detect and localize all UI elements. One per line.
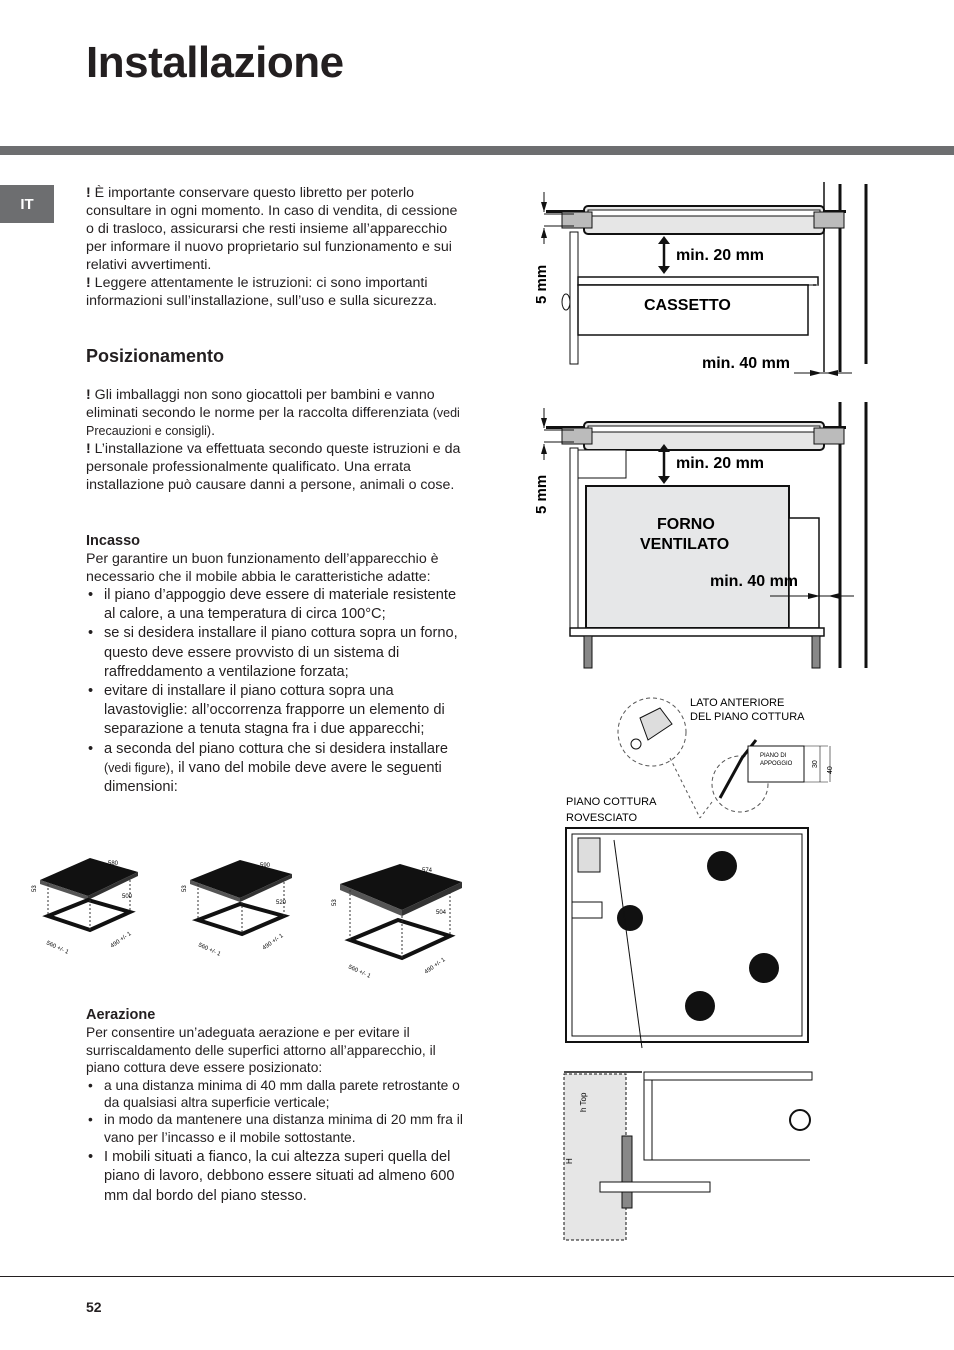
cutout-top-dim: 580: [108, 861, 119, 867]
h-label: H: [565, 1158, 574, 1164]
intro-text-1: È importante conservare questo libretto per poterlo consultare in ogni momento. In caso di vendita, di cessione o di trasloco, assicurarsi che resti insieme all’apparecchio per informare il nuovo proprietario sul funzionamento e sui relativi avvertimenti.: [86, 185, 458, 273]
positioning-text-1: Gli imballaggi non sono giocattoli per bambini e vanno eliminati secondo le norme per la raccolta differenziata: [86, 387, 435, 421]
cutout-height-dim: 53: [32, 885, 38, 892]
cutout-height-dim: 53: [332, 899, 338, 906]
dim-30: 30: [812, 760, 819, 768]
positioning-paragraph-1: [86, 386, 466, 440]
intro-paragraph-2: [86, 274, 466, 310]
cutout-top-dim: 590: [260, 863, 271, 869]
page-title: Installazione: [86, 38, 344, 87]
dim-40: 40: [827, 766, 834, 774]
incasso-section: [86, 532, 471, 797]
front-side-label-1: LATO ANTERIORE: [690, 697, 785, 709]
list-item: [86, 740, 471, 798]
positioning-section: [86, 386, 466, 494]
intro-section: [86, 184, 466, 310]
min-20-label: min. 20 mm: [676, 455, 765, 472]
upside-label-1: PIANO COTTURA: [566, 796, 657, 808]
drawer-label: CASSETTO: [644, 297, 731, 314]
cutout-width-dim: 560 +/- 1: [197, 942, 222, 958]
cutout-height-dim: 53: [182, 885, 188, 892]
cross-reference: (vedi Precauzioni e consigli): [86, 406, 460, 438]
footer-rule: [0, 1276, 954, 1277]
cutout-drawings: [30, 848, 470, 988]
positioning-text-2: L’installazione va effettuata secondo queste istruzioni e da personale professionalmente qualificato. Una errata installazione può causare danni a persone, animali o cose.: [86, 441, 461, 493]
list-item: • I mobili situati a fianco, la cui altezza superi quella del piano di lavoro, debbono essere situati ad almeno 600 mm dal bordo del piano stesso.: [86, 1148, 471, 1206]
warning-mark: !: [86, 441, 91, 457]
list-item-text: a seconda del piano cottura che si desidera installare: [104, 740, 448, 757]
cutout-depth-cut-dim: 490 +/- 1: [261, 933, 285, 952]
diagram-hooks: [560, 688, 860, 1248]
cutout-depth-dim: 504: [436, 910, 447, 916]
support-label-1: PIANO DI: [760, 753, 787, 759]
list-item: • a una distanza minima di 40 mm dalla parete retrostante o da qualsiasi altra superficie verticale;: [86, 1077, 471, 1112]
cutout-width-dim: 560 +/- 1: [347, 964, 372, 980]
cross-reference: (vedi figure): [104, 760, 170, 775]
support-label-2: APPOGGIO: [760, 761, 793, 767]
punctuation: .: [211, 423, 216, 439]
warning-mark: !: [86, 185, 91, 201]
cutout-depth-dim: 520: [276, 900, 287, 906]
aerazione-section: [86, 1007, 471, 1206]
oven-label-1: FORNO: [657, 516, 715, 533]
list-item: • se si desidera installare il piano cottura sopra un forno, questo deve essere provvisto di un sistema di raffreddamento a ventilazione forzata;: [86, 624, 471, 682]
upside-label-2: ROVESCIATO: [566, 812, 638, 824]
cutout-depth-dim: 500: [122, 894, 133, 900]
diagram-oven: [524, 400, 864, 670]
h-top-label: h Top: [579, 1092, 588, 1112]
gap-5mm-label: 5 mm: [533, 264, 550, 304]
positioning-paragraph-2: [86, 440, 466, 494]
min-40-label: min. 40 mm: [710, 573, 799, 590]
incasso-intro: Per garantire un buon funzionamento dell’apparecchio è necessario che il mobile abbia le caratteristiche adatte:: [86, 551, 439, 585]
intro-text-2: Leggere attentamente le istruzioni: ci sono importanti informazioni sull’installazione, sull’uso e sulla sicurezza.: [86, 275, 437, 309]
aerazione-intro: Per consentire un’adeguata aerazione e per evitare il surriscaldamento delle superfici attorno all’apparecchio, il piano cottura deve essere posizionato:: [86, 1025, 436, 1076]
warning-mark: !: [86, 387, 91, 403]
aerazione-list: [86, 1077, 471, 1206]
list-item: • il piano d’appoggio deve essere di materiale resistente al calore, a una temperatura di circa 100°C;: [86, 586, 471, 624]
cutout-drawing-1: [32, 858, 138, 956]
subheading-incasso: Incasso: [86, 533, 140, 549]
intro-paragraph-1: [86, 184, 466, 274]
min-20-label: min. 20 mm: [676, 247, 765, 264]
page-number: 52: [86, 1299, 102, 1315]
front-side-label-2: DEL PIANO COTTURA: [690, 711, 805, 723]
cutout-width-dim: 560 +/- 1: [45, 940, 70, 956]
gap-5mm-label: 5 mm: [533, 474, 550, 514]
cutout-depth-cut-dim: 490 +/- 1: [423, 957, 447, 976]
warning-mark: !: [86, 275, 91, 291]
cutout-drawing-3: [332, 864, 462, 980]
header-rule: [0, 146, 954, 155]
list-item: • evitare di installare il piano cottura sopra una lavastoviglie: all’occorrenza frapporre un elemento di separazione a tenuta stagna fra i due apparecchi;: [86, 682, 471, 740]
min-40-label: min. 40 mm: [702, 355, 791, 372]
incasso-list: [86, 586, 471, 797]
language-tab: IT: [0, 185, 54, 223]
cutout-drawing-2: [182, 860, 292, 958]
cutout-depth-cut-dim: 490 +/- 1: [109, 931, 133, 950]
list-item: • in modo da mantenere una distanza minima di 20 mm fra il vano per l’incasso e il mobile sottostante.: [86, 1111, 471, 1146]
cutout-top-dim: 574: [422, 868, 433, 874]
oven-label-2: VENTILATO: [640, 536, 730, 553]
diagram-drawer: [524, 182, 864, 382]
section-heading-positioning: Posizionamento: [86, 346, 225, 366]
subheading-aerazione: Aerazione: [86, 1007, 156, 1023]
list-item-text: , il vano del mobile deve avere le seguenti dimensioni:: [104, 759, 442, 796]
